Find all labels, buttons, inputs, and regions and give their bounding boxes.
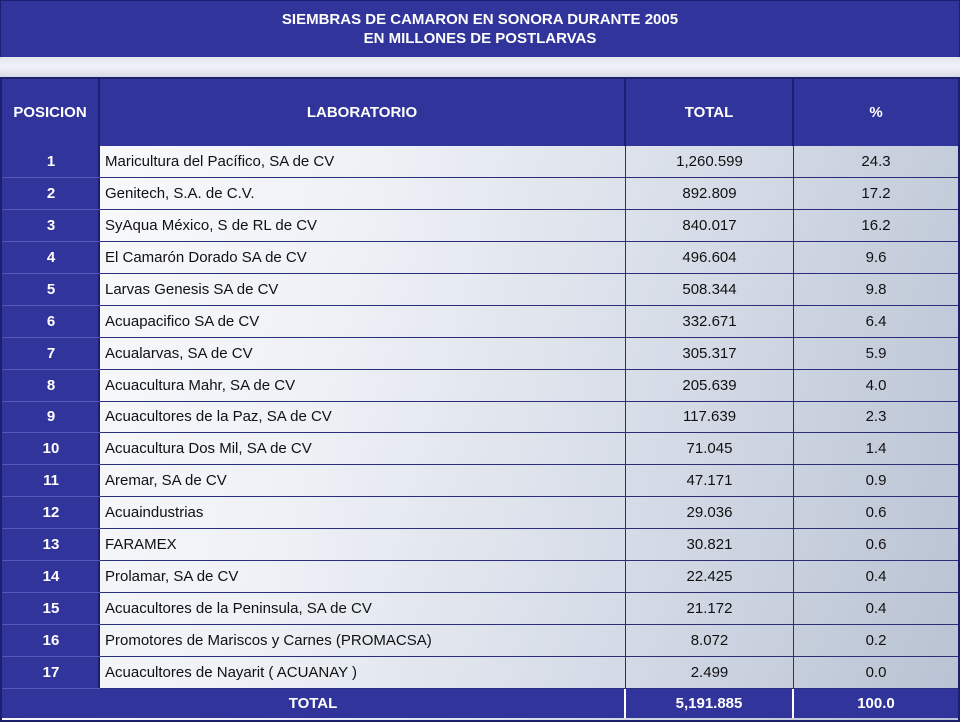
row-percent: 0.0	[794, 657, 958, 689]
row-total: 21.172	[626, 593, 794, 625]
header-total: TOTAL	[626, 79, 794, 146]
decorative-stripe	[0, 57, 960, 77]
row-laboratory: Acuacultura Mahr, SA de CV	[100, 370, 626, 402]
row-total: 8.072	[626, 625, 794, 657]
row-total: 2.499	[626, 657, 794, 689]
row-percent: 4.0	[794, 370, 958, 402]
row-laboratory: Acuacultores de la Paz, SA de CV	[100, 402, 626, 434]
row-percent: 9.8	[794, 274, 958, 306]
row-percent: 16.2	[794, 210, 958, 242]
table-row	[2, 433, 958, 465]
row-percent: 0.4	[794, 561, 958, 593]
row-total: 840.017	[626, 210, 794, 242]
row-position: 7	[2, 338, 100, 370]
row-percent: 0.9	[794, 465, 958, 497]
row-percent: 9.6	[794, 242, 958, 274]
row-laboratory: FARAMEX	[100, 529, 626, 561]
row-position: 17	[2, 657, 100, 689]
total-label: TOTAL	[2, 689, 626, 718]
table-row	[2, 561, 958, 593]
header-laboratorio: LABORATORIO	[100, 79, 626, 146]
row-position: 4	[2, 242, 100, 274]
row-percent: 5.9	[794, 338, 958, 370]
row-total: 205.639	[626, 370, 794, 402]
row-position: 14	[2, 561, 100, 593]
row-total: 117.639	[626, 402, 794, 434]
row-percent: 0.2	[794, 625, 958, 657]
row-position: 13	[2, 529, 100, 561]
row-laboratory: Maricultura del Pacífico, SA de CV	[100, 146, 626, 178]
total-percent: 100.0	[857, 695, 895, 712]
row-laboratory: Genitech, S.A. de C.V.	[100, 178, 626, 210]
title-line-2: EN MILLONES DE POSTLARVAS	[363, 30, 597, 47]
row-position: 12	[2, 497, 100, 529]
row-percent: 0.4	[794, 593, 958, 625]
total-value: 5,191.885	[626, 689, 794, 718]
row-percent: 17.2	[794, 178, 958, 210]
table-row	[2, 210, 958, 242]
total-row	[2, 689, 958, 718]
table-row	[2, 242, 958, 274]
table-row	[2, 593, 958, 625]
row-total: 22.425	[626, 561, 794, 593]
row-total: 508.344	[626, 274, 794, 306]
row-laboratory: Larvas Genesis SA de CV	[100, 274, 626, 306]
table-row	[2, 338, 958, 370]
row-percent: 2.3	[794, 402, 958, 434]
table-row	[2, 465, 958, 497]
row-total: 1,260.599	[626, 146, 794, 178]
row-position: 11	[2, 465, 100, 497]
row-laboratory: Acuacultores de Nayarit ( ACUANAY )	[100, 657, 626, 689]
row-percent: 0.6	[794, 497, 958, 529]
row-position: 9	[2, 402, 100, 434]
table-row	[2, 402, 958, 434]
row-percent: 6.4	[794, 306, 958, 338]
row-laboratory: Acuacultura Dos Mil, SA de CV	[100, 433, 626, 465]
row-laboratory: Acuaindustrias	[100, 497, 626, 529]
row-percent: 0.6	[794, 529, 958, 561]
row-total: 71.045	[626, 433, 794, 465]
row-position: 6	[2, 306, 100, 338]
row-laboratory: SyAqua México, S de RL de CV	[100, 210, 626, 242]
row-position: 10	[2, 433, 100, 465]
row-position: 3	[2, 210, 100, 242]
row-total: 892.809	[626, 178, 794, 210]
row-total: 305.317	[626, 338, 794, 370]
table-row	[2, 657, 958, 689]
row-position: 16	[2, 625, 100, 657]
table-row	[2, 178, 958, 210]
header-percent: %	[794, 79, 958, 146]
row-laboratory: Prolamar, SA de CV	[100, 561, 626, 593]
row-laboratory: Acualarvas, SA de CV	[100, 338, 626, 370]
row-laboratory: Aremar, SA de CV	[100, 465, 626, 497]
table-row	[2, 370, 958, 402]
table-row	[2, 497, 958, 529]
row-laboratory: Acuacultores de la Peninsula, SA de CV	[100, 593, 626, 625]
table-row	[2, 146, 958, 178]
title-banner	[0, 0, 960, 58]
row-position: 5	[2, 274, 100, 306]
row-position: 2	[2, 178, 100, 210]
table-row	[2, 529, 958, 561]
table-row	[2, 274, 958, 306]
table-row	[2, 306, 958, 338]
row-total: 496.604	[626, 242, 794, 274]
row-position: 15	[2, 593, 100, 625]
row-total: 30.821	[626, 529, 794, 561]
title-line-1: SIEMBRAS DE CAMARON EN SONORA DURANTE 2005	[281, 11, 679, 28]
header-posicion: POSICION	[2, 79, 100, 146]
row-percent: 1.4	[794, 433, 958, 465]
table-row	[2, 625, 958, 657]
row-laboratory: Acuapacifico SA de CV	[100, 306, 626, 338]
row-total: 332.671	[626, 306, 794, 338]
row-position: 8	[2, 370, 100, 402]
row-percent: 24.3	[794, 146, 958, 178]
row-total: 29.036	[626, 497, 794, 529]
row-laboratory: El Camarón Dorado SA de CV	[100, 242, 626, 274]
row-laboratory: Promotores de Mariscos y Carnes (PROMACSA)	[100, 625, 626, 657]
ranking-table	[0, 77, 960, 722]
row-total: 47.171	[626, 465, 794, 497]
row-position: 1	[2, 146, 100, 178]
